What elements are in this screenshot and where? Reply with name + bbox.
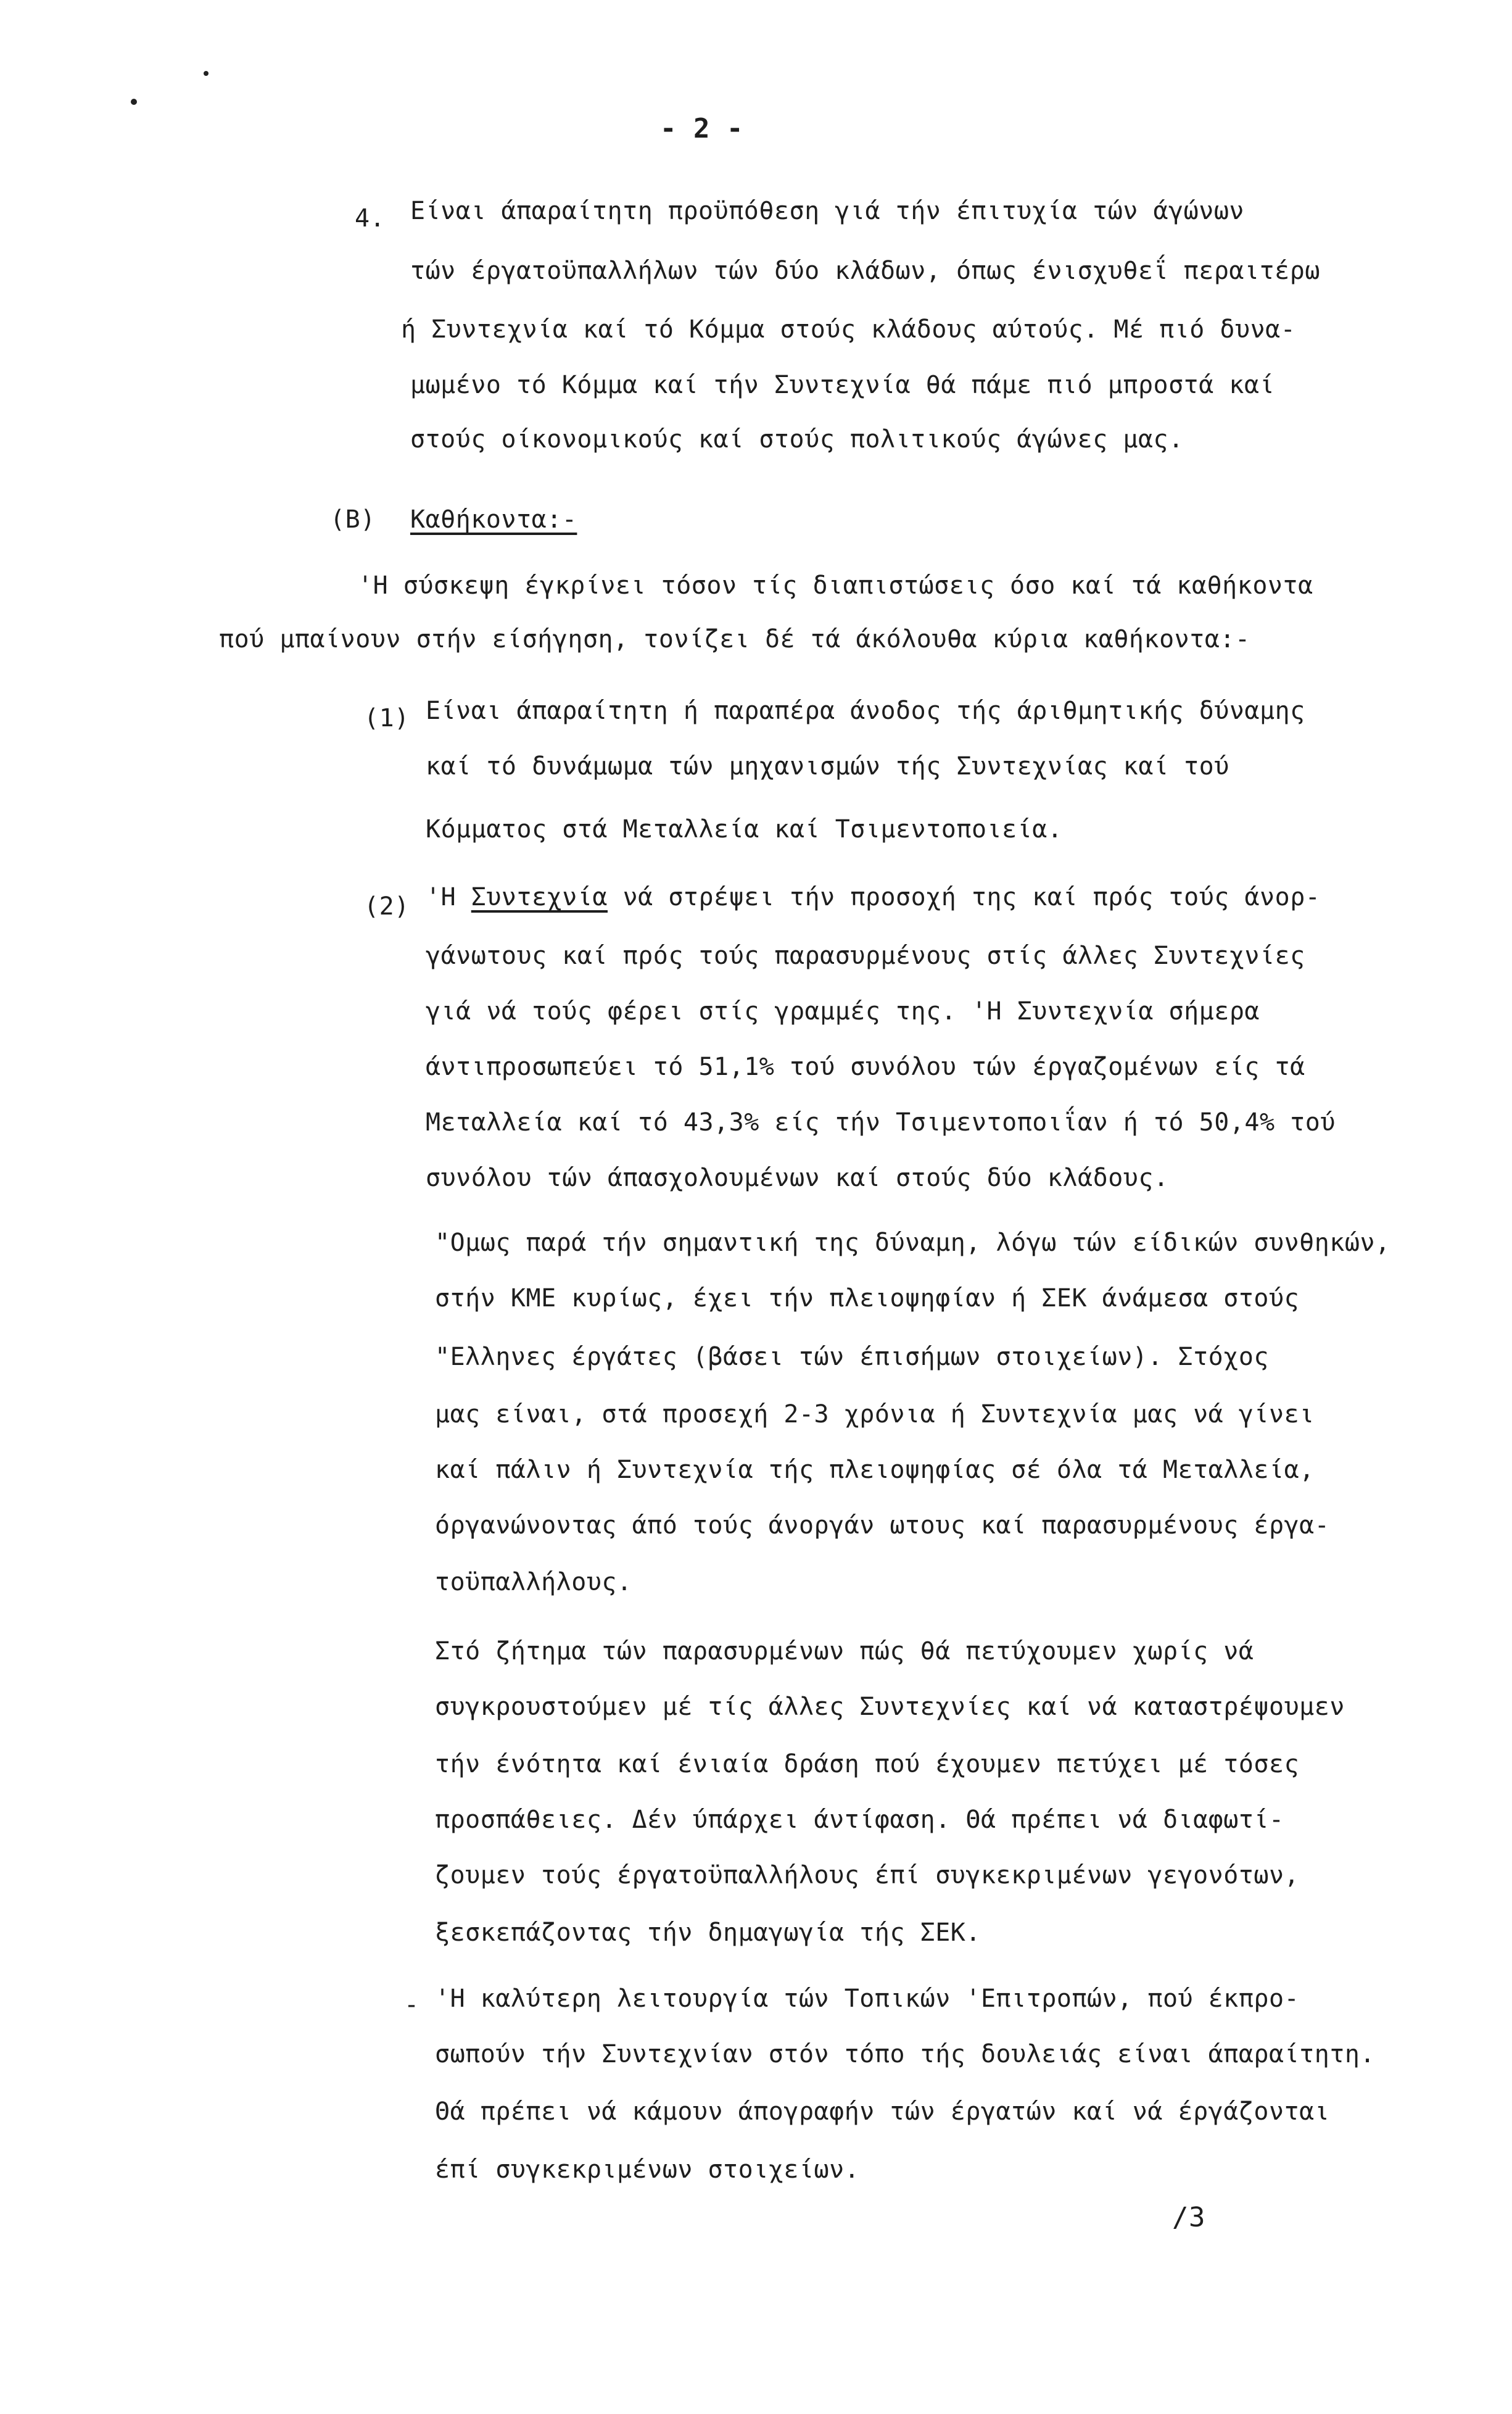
- item-2-para2-line: όργανώνοντας άπό τούς άνοργάν ωτους καί παρασυρμένους έργα-: [435, 1511, 1330, 1540]
- dash-item-line: Θά πρέπει νά κάμουν άπογραφήν τών έργατών καί νά έργάζονται: [435, 2097, 1330, 2126]
- item-1-line: Είναι άπαραίτητη ή παραπέρα άνοδος τής άριθμητικής δύναμης: [426, 697, 1305, 725]
- item-2-underlined-word: Συντεχνία: [471, 883, 608, 911]
- item-2-para2-line: "Ομως παρά τήν σημαντική της δύναμη, λόγω τών είδικών συνθηκών,: [435, 1229, 1390, 1257]
- item-2-line: γιά νά τούς φέρει στίς γραμμές της. 'Η Συντεχνία σήμερα: [426, 997, 1260, 1026]
- item-2-line: συνόλου τών άπασχολουμένων καί στούς δύο κλάδους.: [426, 1164, 1169, 1192]
- section-4-number: 4.: [355, 204, 386, 233]
- item-2-first-rest: νά στρέψει τήν προσοχή της καί πρός τούς άνορ-: [608, 883, 1321, 911]
- scan-speck: [131, 99, 137, 105]
- item-1-line: Κόμματος στά Μεταλλεία καί Τσιμεντοποιεία.: [426, 815, 1063, 844]
- item-2-first-prefix: 'Η: [426, 883, 471, 911]
- scan-speck: [204, 71, 209, 76]
- section-4-line: ή Συντεχνία καί τό Κόμμα στούς κλάδους αύτούς. Μέ πιό δυνα-: [401, 315, 1296, 344]
- item-2-para3-line: ζουμεν τούς έργατοϋπαλλήλους έπί συγκεκριμένων γεγονότων,: [435, 1861, 1300, 1889]
- page-number: - 2 -: [660, 113, 743, 144]
- item-2-para2-line: καί πάλιν ή Συντεχνία τής πλειοψηφίας σέ όλα τά Μεταλλεία,: [435, 1456, 1315, 1484]
- item-2-para3-line: Στό ζήτημα τών παρασυρμένων πώς θά πετύχουμεν χωρίς νά: [435, 1637, 1254, 1665]
- section-4-line: μωμένο τό Κόμμα καί τήν Συντεχνία θά πάμε πιό μπροστά καί: [410, 371, 1275, 399]
- section-b-intro-line: 'Η σύσκεψη έγκρίνει τόσον τίς διαπιστώσεις όσο καί τά καθήκοντα: [358, 571, 1313, 600]
- dash-item-line: σωπούν τήν Συντεχνίαν στόν τόπο τής δουλειάς είναι άπαραίτητη.: [435, 2040, 1376, 2068]
- section-4-line: Είναι άπαραίτητη προϋπόθεση γιά τήν έπιτυχία τών άγώνων: [410, 197, 1245, 225]
- dash-bullet: -: [404, 1991, 419, 2019]
- section-b-title: Καθήκοντα:-: [410, 505, 577, 534]
- item-2-line: άντιπροσωπεύει τό 51,1% τού συνόλου τών έργαζομένων είς τά: [426, 1053, 1305, 1081]
- item-2-para3-line: συγκρουστούμεν μέ τίς άλλες Συντεχνίες καί νά καταστρέψουμεν: [435, 1693, 1345, 1721]
- item-2-para3-line: ξεσκεπάζοντας τήν δημαγωγία τής ΣΕΚ.: [435, 1918, 981, 1947]
- item-2-para3-line: τήν ένότητα καί ένιαία δράση πού έχουμεν πετύχει μέ τόσες: [435, 1750, 1300, 1778]
- section-4-line: τών έργατοϋπαλλήλων τών δύο κλάδων, όπως ένισχυθεΐ περαιτέρω: [410, 257, 1320, 285]
- item-2-number: (2): [364, 892, 410, 921]
- item-1-line: καί τό δυνάμωμα τών μηχανισμών τής Συντεχνίας καί τού: [426, 752, 1229, 781]
- dash-item-line: 'Η καλύτερη λειτουργία τών Τοπικών 'Επιτροπών, πού έκπρο-: [435, 1985, 1300, 2013]
- item-2-line: γάνωτους καί πρός τούς παρασυρμένους στίς άλλες Συντεχνίες: [426, 942, 1305, 970]
- item-1-number: (1): [364, 704, 410, 732]
- item-2-para2-line: στήν ΚΜΕ κυρίως, έχει τήν πλειοψηφίαν ή ΣΕΚ άνάμεσα στούς: [435, 1284, 1300, 1313]
- section-b-label: (Β): [330, 505, 376, 534]
- continuation-marker: /3: [1172, 2202, 1205, 2233]
- dash-item-line: έπί συγκεκριμένων στοιχείων.: [435, 2155, 860, 2184]
- item-2-para3-line: προσπάθειες. Δέν ύπάρχει άντίφαση. Θά πρέπει νά διαφωτί-: [435, 1806, 1284, 1834]
- item-2-para2-line: μας είναι, στά προσεχή 2-3 χρόνια ή Συντεχνία μας νά γίνει: [435, 1400, 1315, 1429]
- item-2-para2-line: "Ελληνες έργάτες (βάσει τών έπισήμων στοιχείων). Στόχος: [435, 1343, 1270, 1371]
- item-2-line: Μεταλλεία καί τό 43,3% είς τήν Τσιμεντοποιΐαν ή τό 50,4% τού: [426, 1108, 1336, 1137]
- section-4-line: στούς οίκονομικούς καί στούς πολιτικούς άγώνες μας.: [410, 425, 1184, 454]
- item-2-first-line: [426, 882, 1320, 912]
- section-b-intro-line: πού μπαίνουν στήν είσήγηση, τονίζει δέ τά άκόλουθα κύρια καθήκοντα:-: [219, 625, 1250, 653]
- item-2-para2-line: τοϋπαλλήλους.: [435, 1568, 632, 1596]
